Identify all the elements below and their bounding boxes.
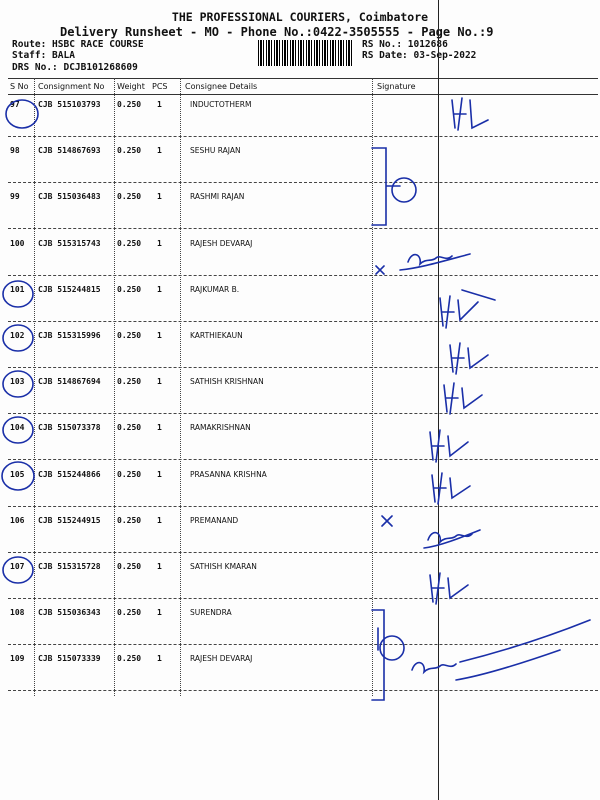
cross-mark-106 bbox=[382, 516, 392, 526]
row-pcs: 1 bbox=[157, 284, 162, 294]
column-divider bbox=[372, 78, 373, 696]
row-pcs: 1 bbox=[157, 469, 162, 479]
row-consignment-no: CJB 515315743 bbox=[38, 238, 101, 248]
cursive-signature-100 bbox=[400, 254, 470, 270]
row-separator bbox=[8, 552, 598, 553]
rs-date: RS Date: 03-Sep-2022 bbox=[362, 50, 477, 61]
row-weight: 0.250 bbox=[117, 608, 142, 618]
row-consignee: RAJKUMAR B. bbox=[190, 284, 240, 294]
row-pcs: 1 bbox=[157, 100, 162, 109]
row-separator bbox=[8, 182, 598, 183]
row-sno: 108 bbox=[10, 608, 25, 618]
handwritten-phone-99: 9698814908 bbox=[419, 179, 503, 200]
row-consignee: RASHMI RAJAN bbox=[190, 192, 245, 202]
row-weight: 0.250 bbox=[117, 331, 142, 340]
row-consignment-no: CJB 515244866 bbox=[38, 469, 101, 479]
hl-signature-104 bbox=[430, 430, 468, 462]
row-consignee: SURENDRA bbox=[190, 608, 232, 618]
col-header-weight: Weight bbox=[117, 82, 145, 91]
row-consignment-no: CJB 515244815 bbox=[38, 284, 101, 294]
row-consignment-no: CJB 515315996 bbox=[38, 331, 101, 340]
row-pcs: 1 bbox=[157, 423, 162, 433]
row-separator bbox=[8, 136, 598, 137]
row-pcs: 1 bbox=[157, 192, 162, 202]
row-pcs: 1 bbox=[157, 608, 162, 618]
row-separator bbox=[8, 598, 598, 599]
rs-number: RS No.: 1012686 bbox=[362, 39, 448, 50]
row-pcs: 1 bbox=[157, 331, 162, 340]
cursive-signature-109 bbox=[412, 650, 560, 680]
row-consignee: RAJESH DEVARAJ bbox=[190, 238, 253, 248]
row-weight: 0.250 bbox=[117, 377, 142, 387]
col-header-sno: S No bbox=[10, 82, 29, 91]
row-consignee: PREMANAND bbox=[190, 515, 239, 525]
route-label: Route: HSBC RACE COURSE bbox=[12, 39, 144, 50]
row-weight: 0.250 bbox=[117, 146, 142, 156]
hl-signature-101 bbox=[440, 290, 495, 328]
row-pcs: 1 bbox=[157, 515, 162, 525]
row-separator bbox=[8, 321, 598, 322]
col-header-signature: Signature bbox=[377, 82, 416, 91]
row-consignee: KARTHIEKAUN bbox=[190, 331, 243, 340]
row-weight: 0.250 bbox=[117, 469, 142, 479]
col-header-pcs: PCS bbox=[152, 82, 168, 91]
row-consignment-no: CJB 515073378 bbox=[38, 423, 101, 433]
row-consignment-no: CJB 515073339 bbox=[38, 654, 101, 664]
row-separator bbox=[8, 275, 598, 276]
row-sno: 105 bbox=[10, 469, 25, 479]
row-weight: 0.250 bbox=[117, 284, 142, 294]
row-sno: 98 bbox=[10, 146, 20, 156]
row-consignee: SATHISH KRISHNAN bbox=[190, 377, 264, 387]
table-top-rule bbox=[8, 78, 598, 79]
row-consignment-no: CJB 515103793 bbox=[38, 100, 101, 109]
bracket-mark-98 bbox=[372, 148, 400, 225]
hl-signature-103 bbox=[444, 383, 482, 414]
col-header-consignee: Consignee Details bbox=[185, 82, 258, 91]
row-consignment-no: CJB 514867693 bbox=[38, 146, 101, 156]
row-consignee: SESHU RAJAN bbox=[190, 146, 241, 156]
row-sno: 99 bbox=[10, 192, 20, 202]
row-separator bbox=[8, 506, 598, 507]
hl-signature-102 bbox=[450, 343, 488, 374]
row-separator bbox=[8, 690, 598, 691]
row-weight: 0.250 bbox=[117, 100, 142, 109]
hl-signature-107 bbox=[430, 573, 468, 604]
drs-number: DRS No.: DCJB101268609 bbox=[12, 62, 138, 73]
barcode bbox=[258, 40, 354, 66]
circled-mark-109 bbox=[380, 636, 404, 660]
row-sno: 109 bbox=[10, 654, 25, 664]
column-divider bbox=[114, 78, 115, 696]
col-header-consignment: Consignment No bbox=[38, 82, 105, 91]
row-consignment-no: CJB 515244915 bbox=[38, 515, 101, 525]
row-sno: 107 bbox=[10, 562, 25, 571]
row-consignment-no: CJB 515036343 bbox=[38, 608, 101, 618]
row-pcs: 1 bbox=[157, 146, 162, 156]
hl-signature-97 bbox=[452, 98, 488, 130]
column-divider bbox=[180, 78, 181, 696]
column-divider bbox=[34, 78, 35, 696]
runsheet-subtitle: Delivery Runsheet - MO - Phone No.:0422-3505555 - Page No.:9 bbox=[60, 25, 494, 39]
table-header-rule bbox=[8, 94, 598, 95]
cursive-signature-106 bbox=[424, 530, 480, 548]
row-weight: 0.250 bbox=[117, 515, 142, 525]
row-consignee: INDUCTOTHERM bbox=[190, 100, 252, 109]
row-consignee: RAMAKRISHNAN bbox=[190, 423, 251, 433]
cross-mark-100 bbox=[376, 266, 384, 274]
row-consignee: SATHISH KMARAN bbox=[190, 562, 257, 571]
row-consignment-no: CJB 515315728 bbox=[38, 562, 101, 571]
row-sno: 97 bbox=[10, 100, 20, 109]
staff-label: Staff: BALA bbox=[12, 50, 75, 61]
row-separator bbox=[8, 367, 598, 368]
page-fold-line bbox=[438, 0, 439, 800]
long-stroke-109 bbox=[460, 620, 590, 662]
row-consignee: PRASANNA KRISHNA bbox=[190, 469, 267, 479]
row-separator bbox=[8, 413, 598, 414]
row-consignment-no: CJB 515036483 bbox=[38, 192, 101, 202]
row-pcs: 1 bbox=[157, 654, 162, 664]
row-separator bbox=[8, 644, 598, 645]
row-sno: 100 bbox=[10, 238, 25, 248]
row-weight: 0.250 bbox=[117, 238, 142, 248]
bracket-mark-108 bbox=[372, 610, 384, 700]
company-title: THE PROFESSIONAL COURIERS, Coimbatore bbox=[171, 10, 429, 24]
handwritten-phone-100: 9566515474 bbox=[455, 245, 528, 273]
row-pcs: 1 bbox=[157, 238, 162, 248]
row-consignee: RAJESH DEVARAJ bbox=[190, 654, 253, 664]
row-weight: 0.250 bbox=[117, 423, 142, 433]
row-weight: 0.250 bbox=[117, 654, 142, 664]
row-sno: 102 bbox=[10, 331, 25, 340]
row-weight: 0.250 bbox=[117, 192, 142, 202]
row-consignment-no: CJB 514867694 bbox=[38, 377, 101, 387]
row-separator bbox=[8, 459, 598, 460]
row-weight: 0.250 bbox=[117, 562, 142, 571]
row-sno: 103 bbox=[10, 377, 25, 387]
row-pcs: 1 bbox=[157, 377, 162, 387]
row-separator bbox=[8, 228, 598, 229]
row-pcs: 1 bbox=[157, 562, 162, 571]
row-sno: 101 bbox=[10, 284, 25, 294]
row-sno: 106 bbox=[10, 515, 25, 525]
row-sno: 104 bbox=[10, 423, 25, 433]
handwritten-phone-109: 9566515474 bbox=[459, 660, 537, 693]
